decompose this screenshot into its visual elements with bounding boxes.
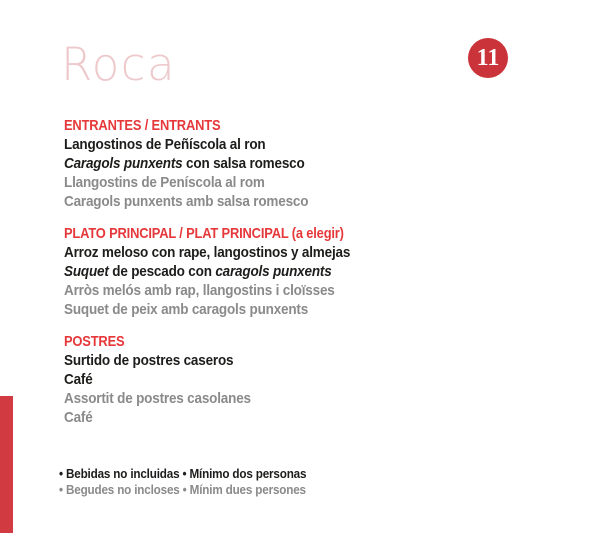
page-number: 11 bbox=[476, 45, 500, 71]
dish-line-es bbox=[64, 370, 357, 389]
dish-line-es bbox=[64, 135, 357, 154]
dish-text-run: Suquet de peix amb caragols punxents bbox=[64, 301, 309, 318]
dish-text-run-italic: Suquet bbox=[64, 263, 109, 280]
dish-text-run: Assortit de postres casolanes bbox=[64, 390, 251, 407]
dish-line-ca bbox=[64, 173, 357, 192]
red-accent-bar bbox=[0, 396, 13, 533]
section-heading: ENTRANTES / ENTRANTS bbox=[64, 117, 221, 134]
dish-line-ca bbox=[64, 300, 357, 319]
dish-text-run: con salsa romesco bbox=[182, 155, 305, 172]
dish-text-run: Caragols punxents amb salsa romesco bbox=[64, 193, 309, 210]
dish-line-ca bbox=[64, 192, 357, 211]
dish-text-run: Café bbox=[64, 409, 93, 426]
footer-note-es: • Bebidas no incluidas • Mínimo dos personas bbox=[59, 466, 307, 481]
footer-note-ca: • Begudes no incloses • Mínim dues persones bbox=[59, 481, 306, 497]
dish-text-run-italic: Caragols punxents bbox=[64, 155, 183, 172]
dish-text-run: Llangostins de Peníscola al rom bbox=[64, 174, 265, 191]
dish-text-run: Surtido de postres caseros bbox=[64, 352, 234, 369]
dish-text-run: Café bbox=[64, 371, 93, 388]
section-heading: POSTRES bbox=[64, 333, 125, 350]
dish-text-run: Langostinos de Peñíscola al ron bbox=[64, 136, 266, 153]
dish-line-es bbox=[64, 154, 357, 173]
menu-section-plato-principal bbox=[64, 224, 389, 319]
dish-line-es bbox=[64, 243, 357, 262]
dish-text-run-italic: caragols punxents bbox=[215, 263, 332, 280]
dish-line-ca bbox=[64, 389, 357, 408]
dish-line-es bbox=[64, 351, 357, 370]
dish-text-run: Arròs melós amb rap, llangostins i cloïsses bbox=[64, 282, 335, 299]
menu-section-entrantes bbox=[64, 116, 389, 211]
dish-line-ca bbox=[64, 281, 357, 300]
dish-text-run: de pescado con bbox=[108, 263, 216, 280]
restaurant-name: Roca bbox=[61, 38, 177, 91]
dish-line-ca bbox=[64, 408, 357, 427]
section-heading: PLATO PRINCIPAL / PLAT PRINCIPAL (a elegir) bbox=[64, 225, 344, 242]
dish-line-es bbox=[64, 262, 357, 281]
dish-text-run: Arroz meloso con rape, langostinos y almejas bbox=[64, 244, 351, 261]
menu-section-postres bbox=[64, 332, 389, 427]
footer-notes bbox=[59, 466, 334, 497]
menu bbox=[64, 116, 389, 440]
page-number-badge bbox=[468, 38, 508, 78]
